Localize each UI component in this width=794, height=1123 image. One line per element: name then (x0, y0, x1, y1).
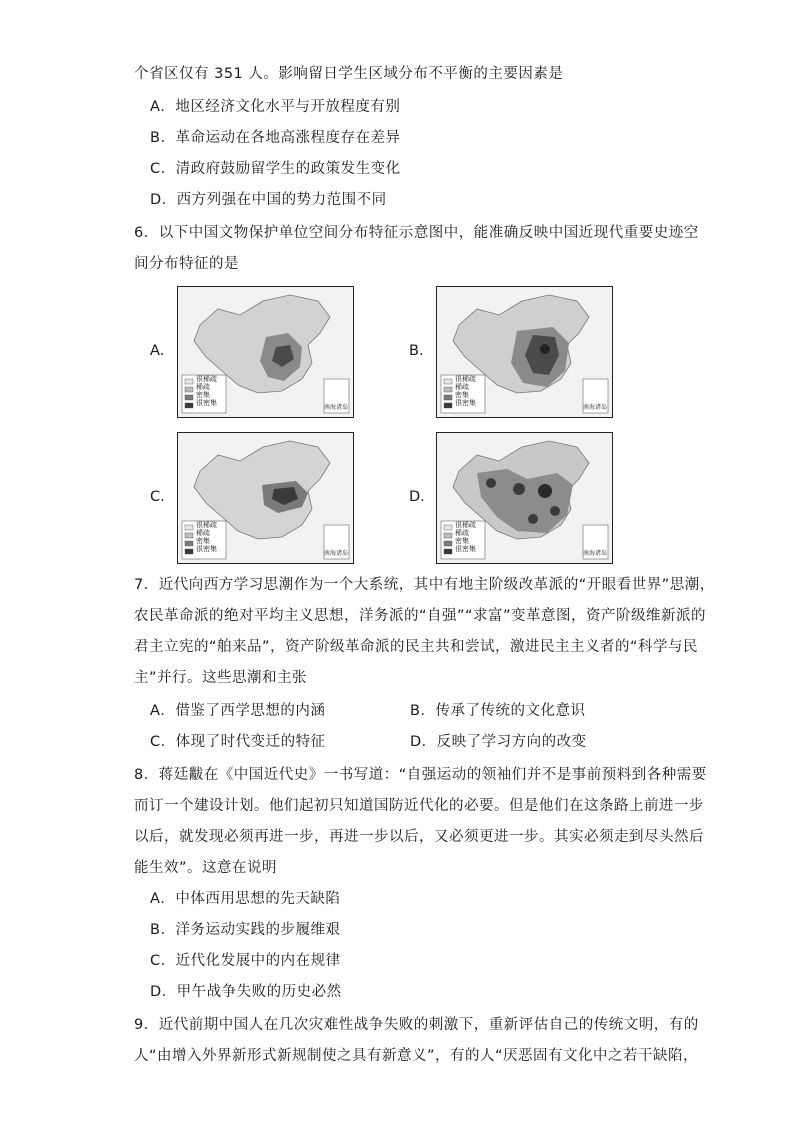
q8-stem-line4: 能生效”。这意在说明 (134, 860, 278, 876)
q7-option-d: D．反映了学习方向的改变 (410, 734, 587, 750)
map-a-legend-1: 很稀疏 (196, 375, 217, 383)
map-d-inset-label: 南海诸岛 (583, 550, 608, 557)
map-b-inset-label: 南海诸岛 (583, 404, 608, 411)
q8-stem-line3: 以后，就发现必须再进一步，再进一步以后，又必须更进一步。其实必须走到尽头然后 (134, 829, 704, 845)
map-c-legend-3: 密集 (196, 537, 210, 545)
map-d-legend-4: 很密集 (455, 545, 476, 553)
map-a-inset-label: 南海诸岛 (324, 404, 349, 411)
q6-stem-line2: 间分布特征的是 (134, 256, 239, 272)
q7-stem-line2: 农民革命派的绝对平均主义思想，洋务派的“自强”“求富”变革意图，资产阶级维新派的 (134, 608, 707, 624)
map-a-legend-2: 稀疏 (196, 383, 210, 391)
q5-option-b: B．革命运动在各地高涨程度存在差异 (150, 130, 401, 146)
q7-option-b: B．传承了传统的文化意识 (410, 703, 586, 719)
q5-option-d: D．西方列强在中国的势力范围不同 (150, 192, 387, 208)
q9-stem-line2: 人“由增入外界新形式新规制使之具有新意义”，有的人“厌恶固有文化中之若干缺陷， (134, 1048, 699, 1064)
map-c-legend-2: 稀疏 (196, 529, 210, 537)
q8-stem-line2: 而订一个建设计划。他们起初只知道国防近代化的必要。但是他们在这条路上前进一步 (134, 798, 704, 814)
q8-stem-line1: 8．蒋廷黻在《中国近代史》一书写道：“自强运动的领袖们并不是事前预料到各种需要 (134, 767, 707, 783)
map-c-legend-1: 很稀疏 (196, 521, 217, 529)
map-b-legend-4: 很密集 (455, 399, 476, 407)
map-d-legend-2: 稀疏 (455, 529, 469, 537)
map-a-legend-4: 很密集 (196, 399, 217, 407)
q7-option-a: A．借鉴了西学思想的内涵 (150, 703, 326, 719)
q5-stem: 个省区仅有 351 人。影响留日学生区域分布不平衡的主要因素是 (134, 66, 564, 82)
map-c-inset-label: 南海诸岛 (324, 550, 349, 557)
map-option-c-label: C． (150, 489, 175, 505)
map-d-legend-1: 很稀疏 (455, 521, 476, 529)
q7-stem-line4: 主”并行。这些思潮和主张 (134, 670, 308, 686)
map-option-a-label: A． (150, 343, 175, 359)
map-d-legend-3: 密集 (455, 537, 469, 545)
map-b-legend-1: 很稀疏 (455, 375, 476, 383)
map-c-legend-4: 很密集 (196, 545, 217, 553)
q7-stem-line1: 7．近代向西方学习思潮作为一个大系统，其中有地主阶级改革派的“开眼看世界”思潮， (134, 577, 715, 593)
map-b-legend-3: 密集 (455, 391, 469, 399)
q7-stem-line3: 君主立宪的“舶来品”，资产阶级革命派的民主共和尝试，激进民主主义者的“科学与民 (134, 639, 699, 655)
q8-option-a: A．中体西用思想的先天缺陷 (150, 891, 341, 907)
q6-stem-line1: 6．以下中国文物保护单位空间分布特征示意图中，能准确反映中国近现代重要史迹空 (134, 225, 699, 241)
q7-option-c: C．体现了时代变迁的特征 (150, 734, 326, 750)
map-option-d-label: D． (409, 489, 435, 505)
map-option-b-label: B． (409, 343, 434, 359)
q8-option-c: C．近代化发展中的内在规律 (150, 953, 341, 969)
q5-option-a: A．地区经济文化水平与开放程度有别 (150, 99, 401, 115)
q8-option-d: D．甲午战争失败的历史必然 (150, 984, 342, 1000)
q5-option-c: C．清政府鼓励留学生的政策发生变化 (150, 161, 401, 177)
q9-stem-line1: 9．近代前期中国人在几次灾难性战争失败的刺激下，重新评估自己的传统文明，有的 (134, 1017, 699, 1033)
map-b-legend-2: 稀疏 (455, 383, 469, 391)
q8-option-b: B．洋务运动实践的步履维艰 (150, 922, 341, 938)
map-a-legend-3: 密集 (196, 391, 210, 399)
